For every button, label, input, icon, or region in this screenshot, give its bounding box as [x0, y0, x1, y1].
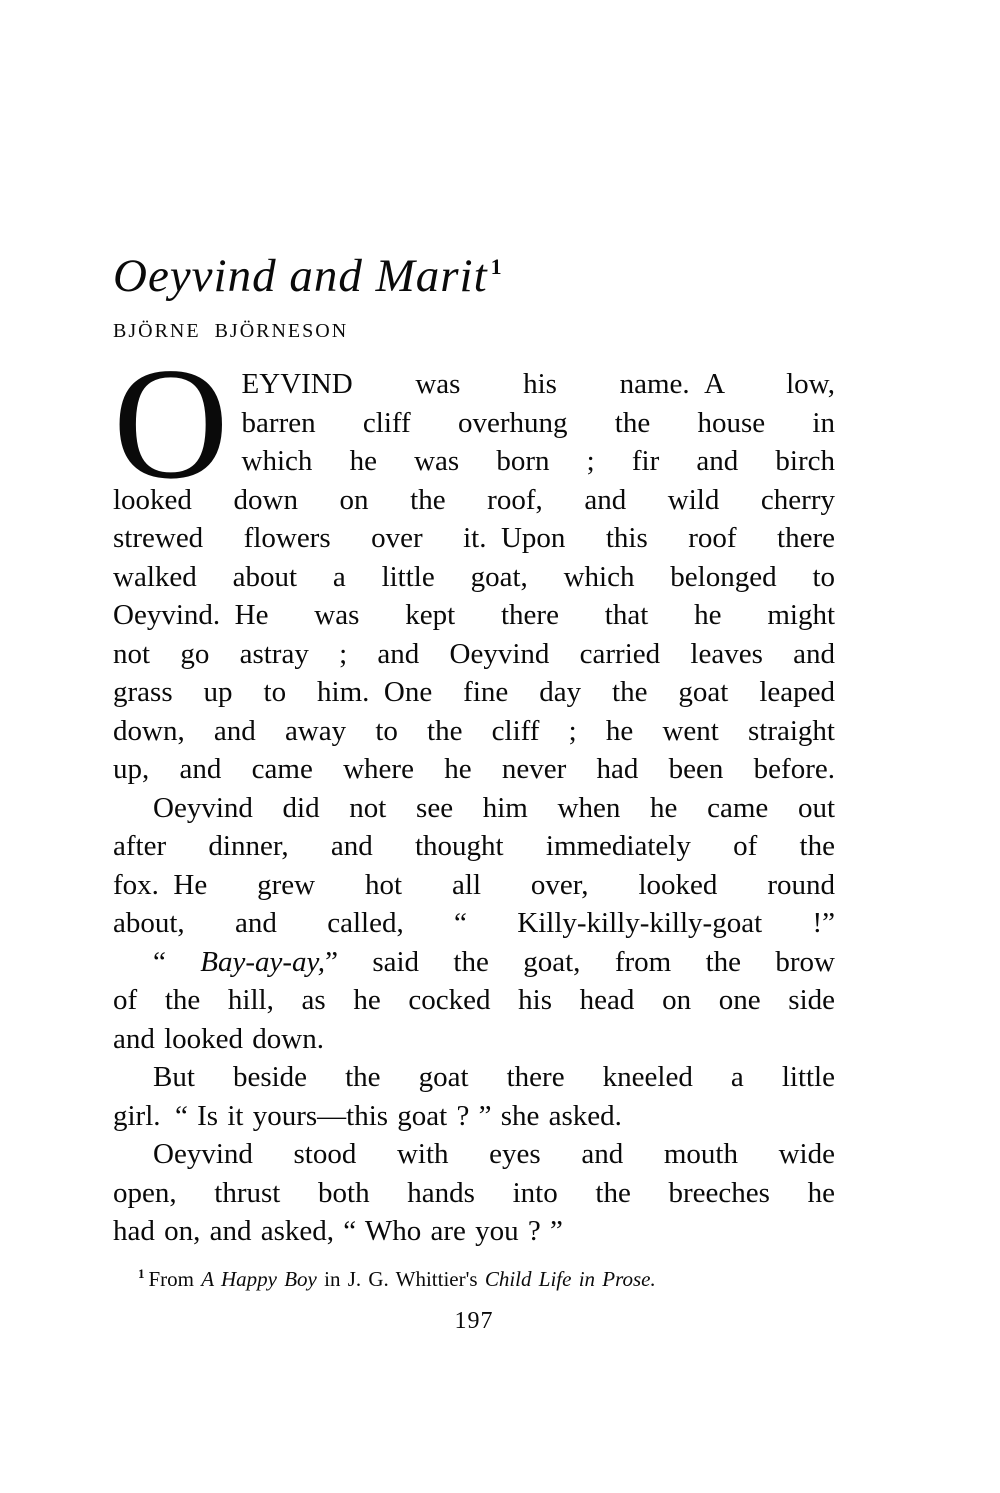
page-title [113, 248, 835, 304]
paragraph [113, 1135, 835, 1251]
text-segment: barren cliff overhung the house in [241, 406, 835, 439]
text-line [113, 519, 835, 558]
paragraph [113, 1058, 835, 1135]
text-segment: grass up to him. One fine day the goat leaped [113, 676, 835, 708]
text-line [113, 904, 835, 943]
body-text [113, 334, 835, 1251]
text-line [113, 866, 835, 905]
footnote-text [149, 1267, 656, 1291]
text-segment: Oeyvind did not see him when he came out [153, 791, 835, 824]
text-line [113, 1020, 835, 1059]
text-line [113, 981, 835, 1020]
text-segment: had on, and asked, “ Who are you ? ” [113, 1215, 563, 1247]
text-segment: But beside the goat there kneeled a little [153, 1061, 835, 1093]
text-segment: open, thrust both hands into the breeches he [113, 1176, 835, 1209]
title-footnote-ref: 1 [490, 254, 503, 280]
text-segment: after dinner, and thought immediately of the [113, 830, 835, 862]
text-line [113, 1135, 835, 1174]
text-segment: girl. “ Is it yours—this goat ? ” she asked. [113, 1099, 622, 1132]
text-line [113, 558, 835, 597]
text-segment: about, and called, “ Killy-killy-killy-goat !” [113, 907, 835, 939]
paragraph [113, 334, 835, 789]
text-line [113, 673, 835, 712]
text-segment: up, and came where he never had been before. [113, 753, 835, 785]
text-segment: From [148, 1266, 202, 1291]
text-segment: strewed flowers over it. Upon this roof there [113, 522, 835, 554]
text-segment: not go astray ; and Oeyvind carried leaves and [113, 637, 835, 670]
page-number: 197 [454, 1307, 494, 1334]
italic-text: A Happy Boy [201, 1266, 317, 1291]
text-line [113, 481, 835, 520]
text-segment: which he was born ; fir and birch [241, 445, 835, 477]
text-line [113, 827, 835, 866]
text-line [113, 1097, 835, 1136]
paragraph [113, 943, 835, 1059]
text-line [113, 1174, 835, 1213]
text-segment: ” said the goat, from the brow [325, 945, 835, 978]
italic-text: Bay-ay-ay, [200, 945, 326, 978]
author-byline: BJÖRNE BJÖRNESON [113, 320, 349, 342]
text-line [113, 943, 835, 982]
text-line [113, 635, 835, 674]
text-segment: looked down on the roof, and wild cherry [113, 483, 835, 516]
text-segment: down, and away to the cliff ; he went straight [113, 714, 835, 747]
text-line [113, 750, 835, 789]
text-segment: of the hill, as he cocked his head on one side [113, 984, 835, 1016]
page-title-text: Oeyvind and Marit [113, 250, 488, 302]
text-segment: Oeyvind. He was kept there that he might [113, 599, 835, 631]
text-segment: Oeyvind stood with eyes and mouth wide [153, 1138, 835, 1170]
paragraph [113, 789, 835, 943]
text-segment: EYVIND was his name. A low, [241, 368, 835, 400]
page-content [113, 248, 835, 1335]
text-segment: “ [153, 945, 201, 978]
italic-text: Child Life in Prose. [484, 1266, 656, 1291]
drop-cap: O [113, 334, 229, 512]
text-segment: fox. He grew hot all over, looked round [113, 868, 835, 901]
text-line [113, 596, 835, 635]
text-line [113, 1058, 835, 1097]
text-segment: in J. G. Whittier's [316, 1266, 485, 1291]
footnote [113, 1266, 835, 1292]
text-line [113, 1212, 835, 1251]
footnote-ref: 1 [138, 1265, 145, 1281]
text-segment: walked about a little goat, which belonged to [113, 560, 835, 593]
text-line [113, 712, 835, 751]
text-line [113, 789, 835, 828]
text-segment: and looked down. [113, 1022, 324, 1055]
